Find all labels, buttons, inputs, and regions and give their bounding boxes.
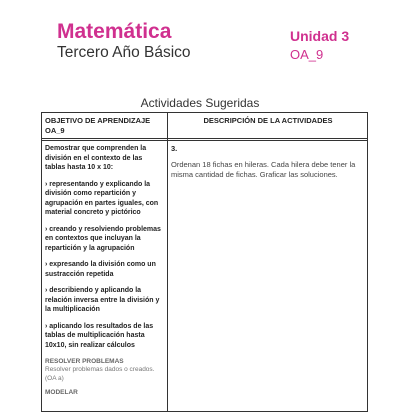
column-divider xyxy=(167,113,168,411)
objective-cell xyxy=(45,144,163,397)
objective-item: › describiendo y aplicando la relación inversa entre la división y la multiplicación xyxy=(45,287,160,313)
skill-title: MODELAR xyxy=(45,389,78,396)
objective-item: › representando y explicando la división como repartición y agrupación en partes iguales, con material concreto y pictórico xyxy=(45,180,159,216)
subject-title: Matemática xyxy=(57,20,172,43)
header-divider xyxy=(42,138,367,139)
header-divider-double xyxy=(42,140,367,141)
description-cell xyxy=(171,144,361,180)
section-title: Actividades Sugeridas xyxy=(140,96,260,110)
objective-column-header: OBJETIVO DE APRENDIZAJE OA_9 xyxy=(45,116,151,135)
description-column-header: DESCRIPCIÓN DE LA ACTIVIDADES xyxy=(203,116,333,125)
skill-text: Resolver problemas dados o creados. (OA a) xyxy=(45,366,155,382)
unit-label: Unidad 3 xyxy=(290,28,350,44)
objective-item: › creando y resolviendo problemas en contextos que incluyan la repartición y la agrupación xyxy=(45,225,161,252)
objective-intro: Demostrar que comprenden la división en el contexto de las tablas hasta 10 x 10: xyxy=(45,145,147,171)
oa-code: OA_9 xyxy=(290,47,324,62)
skill-title: RESOLVER PROBLEMAS xyxy=(45,358,124,365)
objective-item: › expresando la división como un sustracción repetida xyxy=(45,261,156,278)
grade-subtitle: Tercero Año Básico xyxy=(57,44,191,61)
objective-item: › aplicando los resultados de las tablas de multiplicación hasta 10x10, sin realizar cálculos xyxy=(45,322,154,349)
activities-table xyxy=(41,112,368,412)
activity-number: 3. xyxy=(171,144,178,153)
activity-description: Ordenan 18 fichas en hileras. Cada hilera debe tener la misma cantidad de fichas. Graficar las soluciones. xyxy=(171,160,356,179)
